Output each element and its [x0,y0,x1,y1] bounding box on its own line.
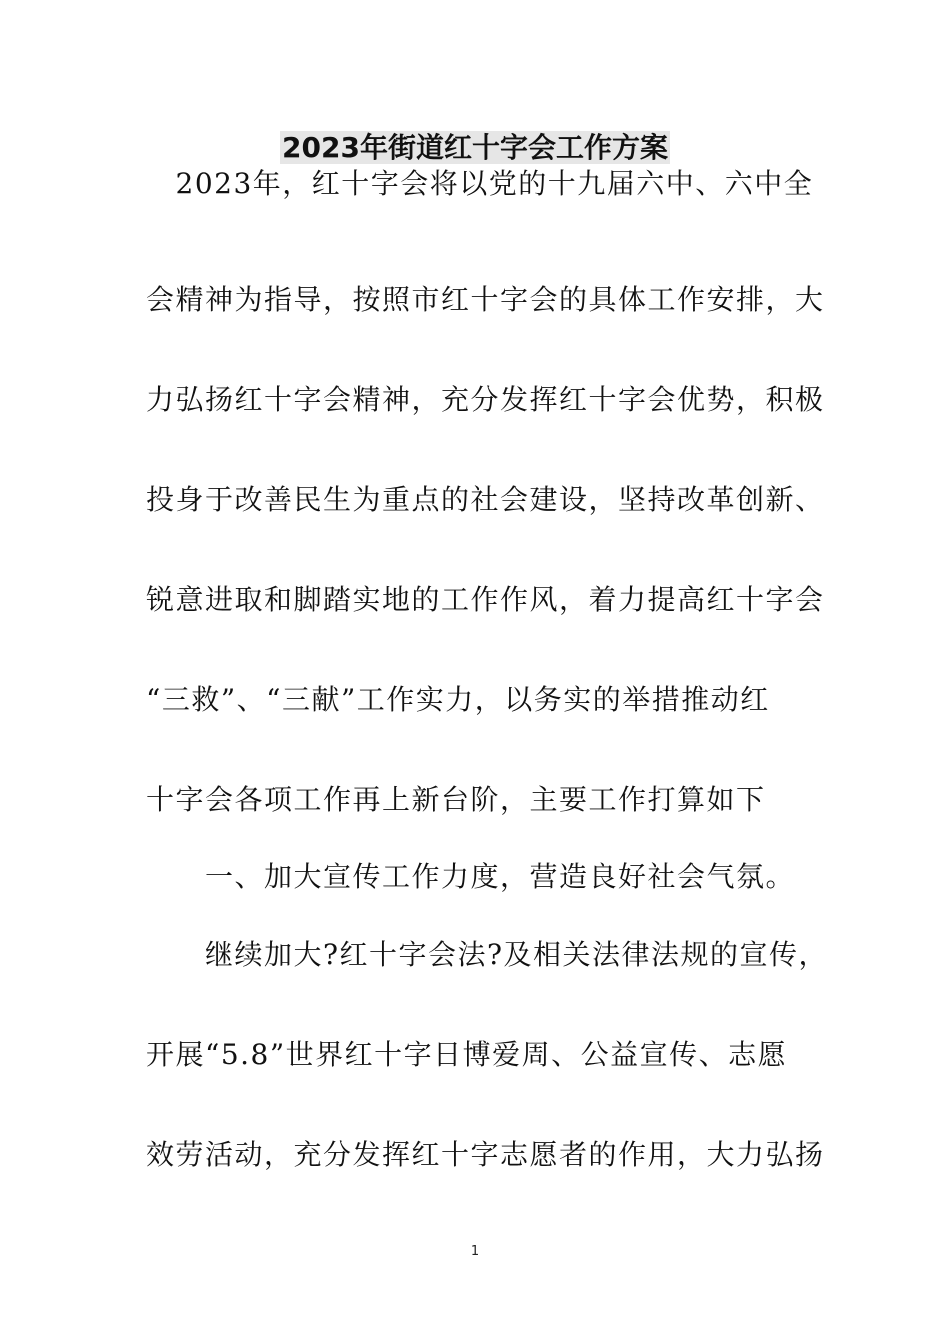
body-line-10: 效劳活动，充分发挥红十字志愿者的作用，大力弘扬 [146,1138,825,1171]
body-line-4: 投身于改善民生为重点的社会建设，坚持改革创新、 [146,483,825,516]
document-title-text: 2023年街道红十字会工作方案 [282,131,668,164]
section-heading-1: 一、加大宣传工作力度，营造良好社会气氛。 [146,860,796,893]
body-line-7: 十字会各项工作再上新台阶，主要工作打算如下 [146,783,766,816]
body-line-3: 力弘扬红十字会精神，充分发挥红十字会优势，积极 [146,383,825,416]
body-line-8: 继续加大?红十字会法?及相关法律法规的宣传， [146,938,829,971]
body-line-6: “三救”、“三献”工作实力，以务实的举措推动红 [146,683,770,716]
document-title [0,128,950,168]
body-line-5: 锐意进取和脚踏实地的工作作风，着力提高红十字会 [146,583,825,616]
body-line-9: 开展“5.8”世界红十字日博爱周、公益宣传、志愿 [146,1038,788,1071]
body-line-2: 会精神为指导，按照市红十字会的具体工作安排，大 [146,283,825,316]
page-number: 1 [470,1244,480,1259]
body-line-1: 2023年，红十字会将以党的十九届六中、六中全 [146,167,814,200]
